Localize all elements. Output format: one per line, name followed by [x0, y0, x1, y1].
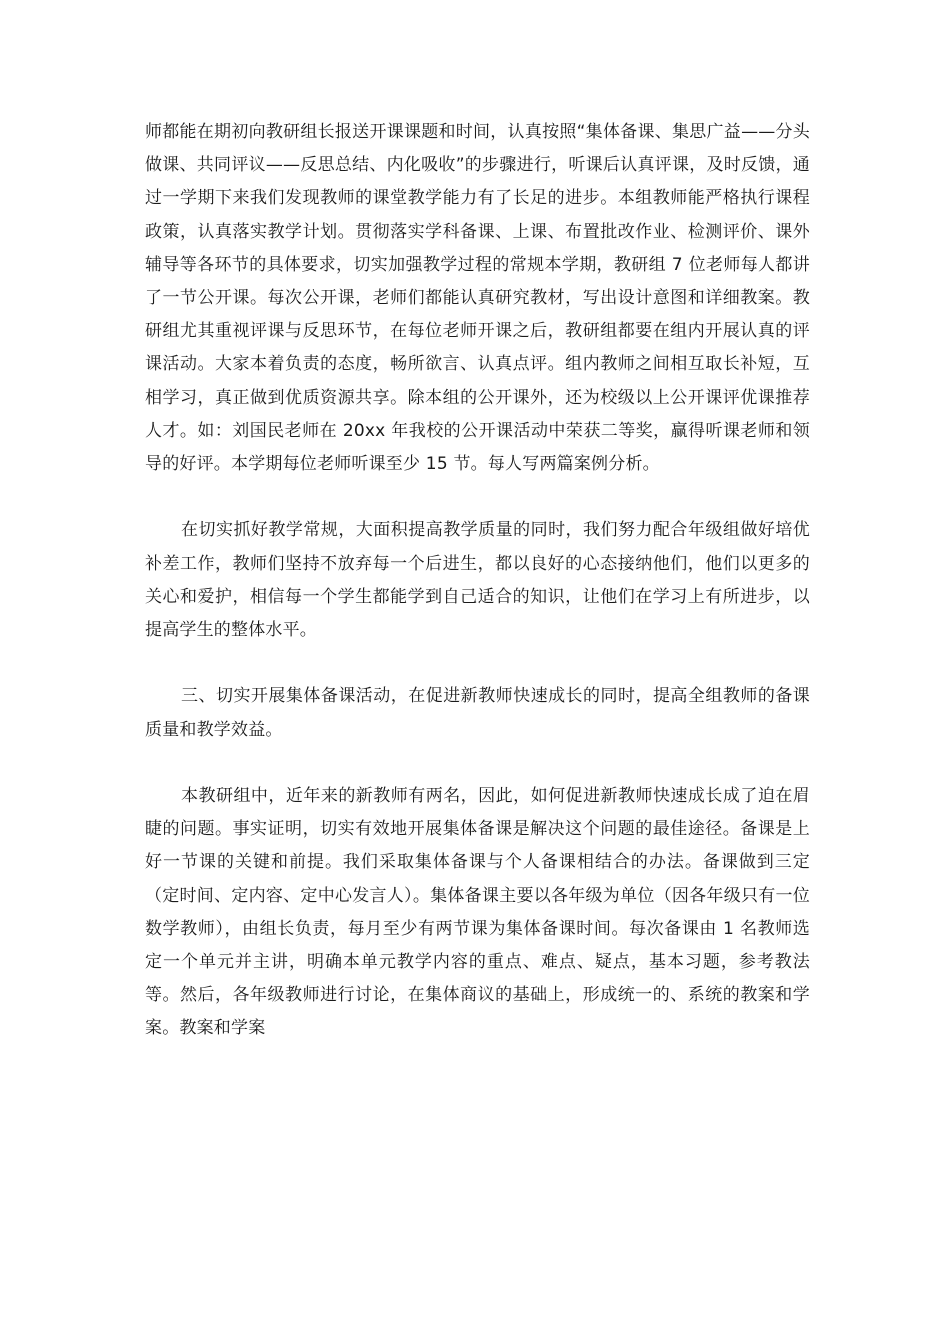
- section-heading-3: 三、切实开展集体备课活动，在促进新教师快速成长的同时，提高全组教师的备课质量和教学效益。: [145, 686, 810, 740]
- paragraph-gap: [145, 747, 810, 780]
- paragraph-gap: [145, 481, 810, 514]
- document-body: [145, 116, 810, 1046]
- paragraph-gap: [145, 647, 810, 680]
- paragraph-1: 师都能在期初向教研组长报送开课课题和时间，认真按照“集体备课、集思广益——分头做课、共同评议——反思总结、内化吸收”的步骤进行，听课后认真评课，及时反馈，通过一学期下来我们发现教师的课堂教学能力有了长足的进步。本组教师能严格执行课程政策，认真落实教学计划。贯彻落实学科备课、上课、布置批改作业、检测评价、课外辅导等各环节的具体要求，切实加强教学过程的常规本学期，教研组 7 位老师每人都讲了一节公开课。每次公开课，老师们都能认真研究教材，写出设计意图和详细教案。教研组尤其重视评课与反思环节，在每位老师开课之后，教研组都要在组内开展认真的评课活动。大家本着负责的态度，畅所欲言、认真点评。组内教师之间相互取长补短，互相学习，真正做到优质资源共享。除本组的公开课外，还为校级以上公开课评优课推荐人才。如：刘国民老师在 20xx 年我校的公开课活动中荣获二等奖，赢得听课老师和领导的好评。本学期每位老师听课至少 15 节。每人写两篇案例分析。: [145, 122, 810, 475]
- paragraph-4: 本教研组中，近年来的新教师有两名，因此，如何促进新教师快速成长成了迫在眉睫的问题。事实证明，切实有效地开展集体备课是解决这个问题的最佳途径。备课是上好一节课的关键和前提。我们采取集体备课与个人备课相结合的办法。备课做到三定（定时间、定内容、定中心发言人）。集体备课主要以各年级为单位（因各年级只有一位数学教师），由组长负责，每月至少有两节课为集体备课时间。每次备课由 1 名教师选定一个单元并主讲，明确本单元教学内容的重点、难点、疑点，基本习题，参考教法等。然后，各年级教师进行讨论，在集体商议的基础上，形成统一的、系统的教案和学案。教案和学案: [145, 786, 810, 1039]
- paragraph-2: 在切实抓好教学常规，大面积提高教学质量的同时，我们努力配合年级组做好培优补差工作，教师们坚持不放弃每一个后进生，都以良好的心态接纳他们，他们以更多的关心和爱护，相信每一个学生都能学到自己适合的知识，让他们在学习上有所进步，以提高学生的整体水平。: [145, 520, 810, 641]
